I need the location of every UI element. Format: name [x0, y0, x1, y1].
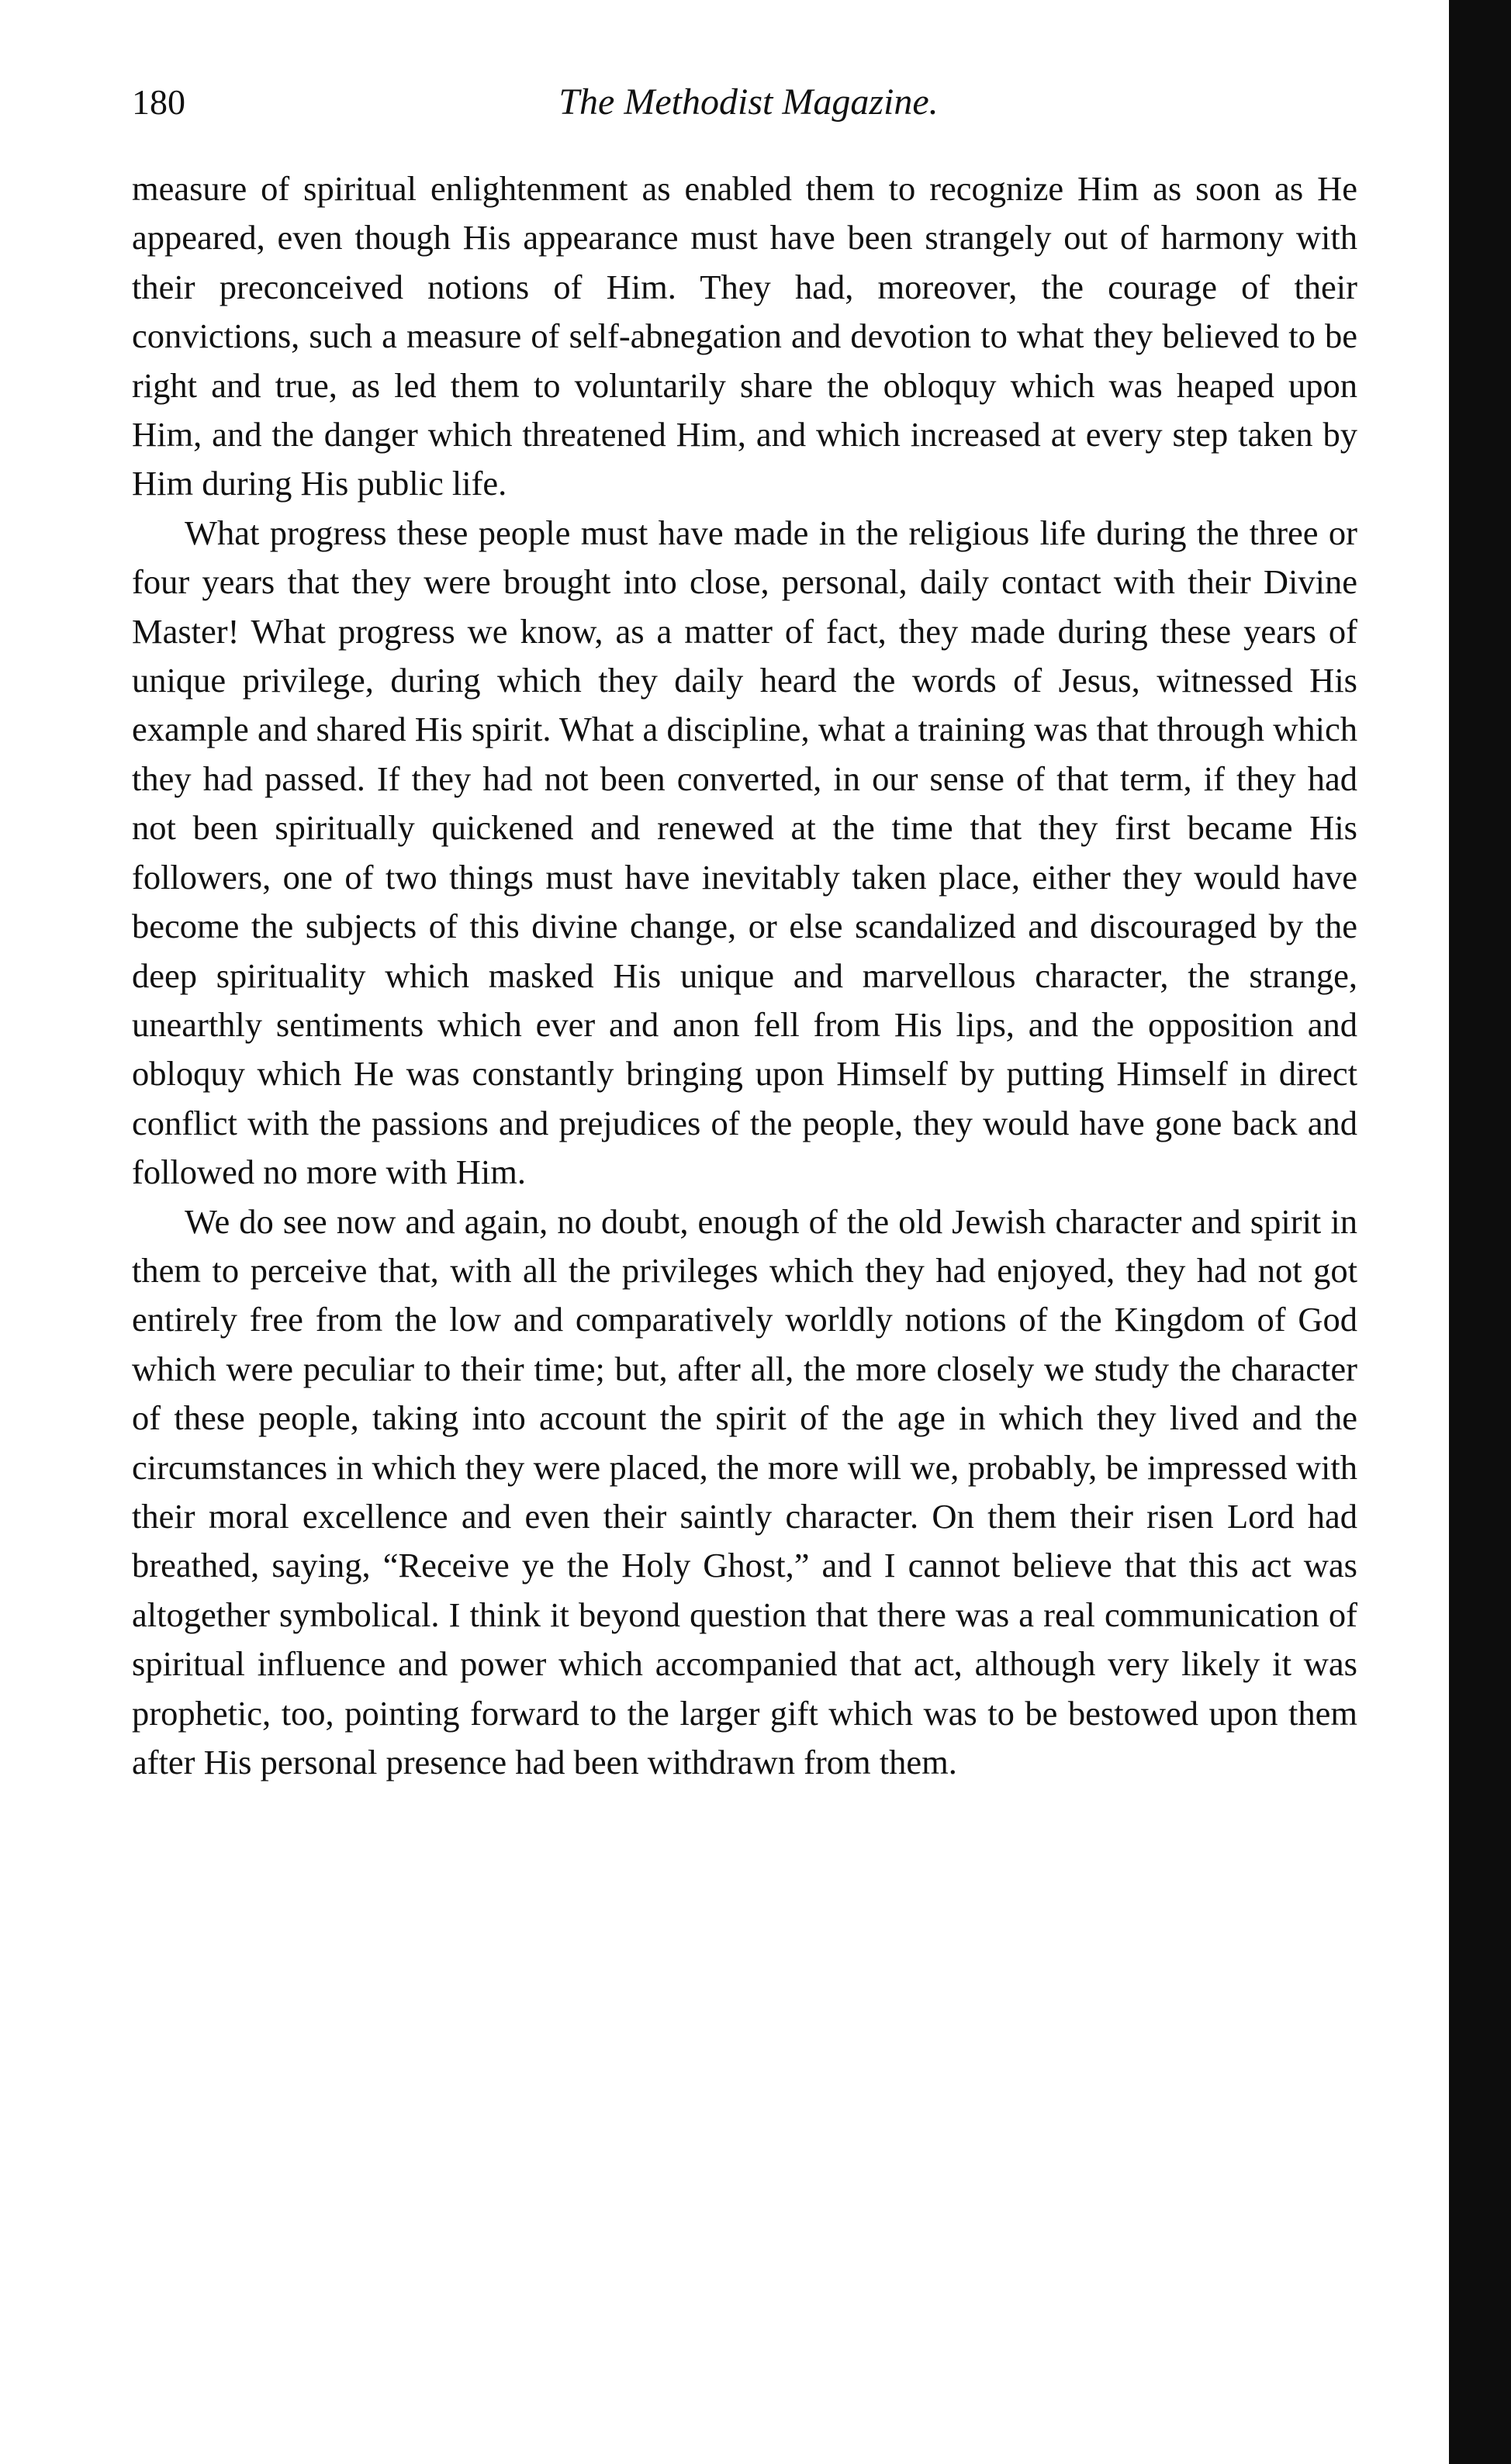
paragraph-1: measure of spiritual enlightenment as enabled them to recognize Him as soon as He appeared, even though His appearance must have been strangely out of harmony with their preconceived notions of Him. They had, moreover, the courage of their convictions, such a measure of self-abnegation and devotion to what they believed to be right and true, as led them to voluntarily share the obloquy which was heaped upon Him, and the danger which threatened Him, and which increased at every step taken by Him during His public life.	[132, 169, 1357, 503]
paragraph-2: What progress these people must have made in the religious life during the three or four years that they were brought into close, personal, daily contact with their Divine Master! What progress we know, as a matter of fact, they made during these years of unique privilege, during which they daily heard the words of Jesus, witnessed His example and shared His spirit. What a discipline, what a training was that through which they had passed. If they had not been converted, in our sense of that term, if they had not been spiritually quickened and renewed at the time that they first became His followers, one of two things must have inevitably taken place, either they would have become the subjects of this divine change, or else scandalized and discouraged by the deep spirituality which masked His unique and marvellous character, the strange, unearthly sentiments which ever and anon fell from His lips, and the opposition and obloquy which He was constantly bringing upon Himself by putting Himself in direct conflict with the passions and prejudices of the people, they would have gone back and followed no more with Him.	[132, 513, 1357, 1192]
page-header	[132, 78, 1365, 140]
page-number: 180	[132, 82, 185, 122]
running-title: The Methodist Magazine.	[558, 81, 939, 123]
article-body	[132, 164, 1357, 1787]
paragraph-3: We do see now and again, no doubt, enough of the old Jewish character and spirit in them to perceive that, with all the privileges which they had enjoyed, they had not got entirely free from the low and comparatively worldly notions of the Kingdom of God which were peculiar to their time; but, after all, the more closely we study the character of these people, taking into account the spirit of the age in which they lived and the circumstances in which they were placed, the more will we, probably, be impressed with their moral excellence and even their saintly character. On them their risen Lord had breathed, saying, “Receive ye the Holy Ghost,” and I cannot believe that this act was altogether symbolical. I think it beyond question that there was a real communication of spiritual influence and power which accompanied that act, although very likely it was prophetic, too, pointing forward to the larger gift which was to be bestowed upon them after His personal presence had been withdrawn from them.	[132, 1201, 1357, 1781]
binding-edge	[1449, 0, 1511, 2464]
